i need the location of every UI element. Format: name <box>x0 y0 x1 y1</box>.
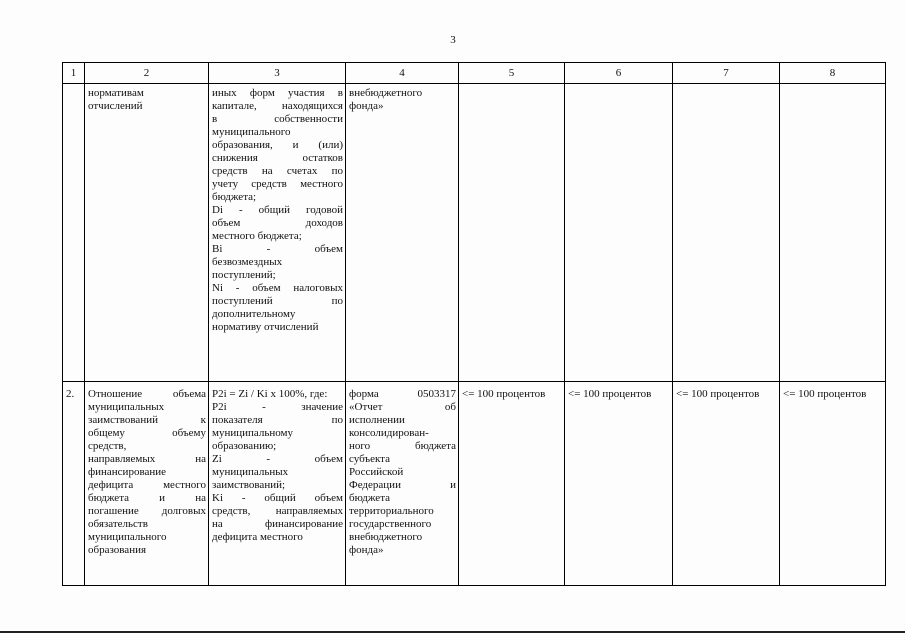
text-line: образования, и (или) <box>212 139 343 151</box>
header-cell-8: 8 <box>780 63 886 84</box>
row-b-value-5: <= 100 процентов <box>459 382 565 586</box>
text-line: объем доходов <box>212 217 343 229</box>
page-number: 3 <box>450 34 456 46</box>
row-b-value-7: <= 100 процентов <box>673 382 780 586</box>
text-line: в собственности <box>212 113 343 125</box>
text-line: форма 0503317 <box>349 388 456 400</box>
text-line: общему объему <box>88 427 206 439</box>
text-line: дефицита местного <box>212 531 303 543</box>
row-a-value-6 <box>565 84 673 382</box>
text-line: Di - общий годовой <box>212 204 343 216</box>
table-row <box>63 382 886 586</box>
text-line: муниципального <box>88 531 167 543</box>
text-line: снижения остатков <box>212 152 343 164</box>
header-cell-5: 5 <box>459 63 565 84</box>
text-line: средств, <box>88 440 127 452</box>
text-line: поступлений по <box>212 295 343 307</box>
text-line: P2i = Zi / Ki x 100%, где: <box>212 388 328 400</box>
text-line: Российской <box>349 466 404 478</box>
text-line: P2i - значение <box>212 401 343 413</box>
row-a-value-8 <box>780 84 886 382</box>
text-line: дополнительному <box>212 308 296 320</box>
text-line: Bi - объем <box>212 243 343 255</box>
text-line: капитале, находящихся <box>212 100 343 112</box>
text-line: на финансирование <box>212 518 343 530</box>
text-line: муниципального <box>212 126 291 138</box>
text-line: учету средств местного <box>212 178 343 190</box>
text-line: средств на счетах по <box>212 165 343 177</box>
text-line: муниципальных <box>88 401 165 413</box>
text-line: образованию; <box>212 440 277 452</box>
text-line: направляемых на <box>88 453 206 465</box>
text-line: Отношение объема <box>88 388 206 400</box>
scan-edge-line <box>0 631 905 633</box>
row-b-source <box>346 382 459 586</box>
text-line: ного бюджета <box>349 440 456 452</box>
text-line: бюджета; <box>212 191 257 203</box>
row-a-formula <box>209 84 346 382</box>
indicator-table <box>62 62 886 586</box>
text-line: обязательств <box>88 518 148 530</box>
header-cell-2: 2 <box>85 63 209 84</box>
row-a-value-7 <box>673 84 780 382</box>
text-line: внебюджетного <box>349 87 423 99</box>
text-line: дефицита местного <box>88 479 206 491</box>
table-row <box>63 84 886 382</box>
text-line: средств, направляемых <box>212 505 343 517</box>
text-line: фонда» <box>349 544 384 556</box>
text-line: муниципальных <box>212 466 289 478</box>
row-a-number <box>63 84 85 382</box>
text-line: отчислений <box>88 100 143 112</box>
header-cell-1: 1 <box>63 63 85 84</box>
row-b-number: 2. <box>63 382 85 586</box>
text-line: местного бюджета; <box>212 230 302 242</box>
text-line: бюджета и на <box>88 492 206 504</box>
row-b-value-8: <= 100 процентов <box>780 382 886 586</box>
text-line: Ni - объем налоговых <box>212 282 343 294</box>
text-line: внебюджетного <box>349 531 423 543</box>
header-cell-3: 3 <box>209 63 346 84</box>
text-line: заимствований; <box>212 479 286 491</box>
row-b-indicator-name <box>85 382 209 586</box>
text-line: показателя по <box>212 414 343 426</box>
text-line: безвозмездных <box>212 256 283 268</box>
text-line: Zi - объем <box>212 453 343 465</box>
text-line: субъекта <box>349 453 391 465</box>
row-a-indicator-name <box>85 84 209 382</box>
text-line: консолидирован- <box>349 427 429 439</box>
text-line: исполнении <box>349 414 405 426</box>
row-b-formula <box>209 382 346 586</box>
text-line: Федерации и <box>349 479 456 491</box>
text-line: Ki - общий объем <box>212 492 343 504</box>
header-cell-7: 7 <box>673 63 780 84</box>
text-line: финансирование <box>88 466 167 478</box>
header-cell-4: 4 <box>346 63 459 84</box>
text-line: государственного <box>349 518 432 530</box>
header-cell-6: 6 <box>565 63 673 84</box>
text-line: нормативам <box>88 87 144 99</box>
text-line: заимствований к <box>88 414 206 426</box>
text-line: бюджета <box>349 492 391 504</box>
row-a-value-5 <box>459 84 565 382</box>
text-line: муниципальному <box>212 427 294 439</box>
text-line: образования <box>88 544 147 556</box>
text-line: «Отчет об <box>349 401 456 413</box>
text-line: поступлений; <box>212 269 276 281</box>
text-line: погашение долговых <box>88 505 206 517</box>
table-header-row <box>63 63 886 84</box>
text-line: нормативу отчислений <box>212 321 319 333</box>
row-b-value-6: <= 100 процентов <box>565 382 673 586</box>
text-line: иных форм участия в <box>212 87 343 99</box>
text-line: фонда» <box>349 100 384 112</box>
row-a-source <box>346 84 459 382</box>
text-line: территориального <box>349 505 434 517</box>
